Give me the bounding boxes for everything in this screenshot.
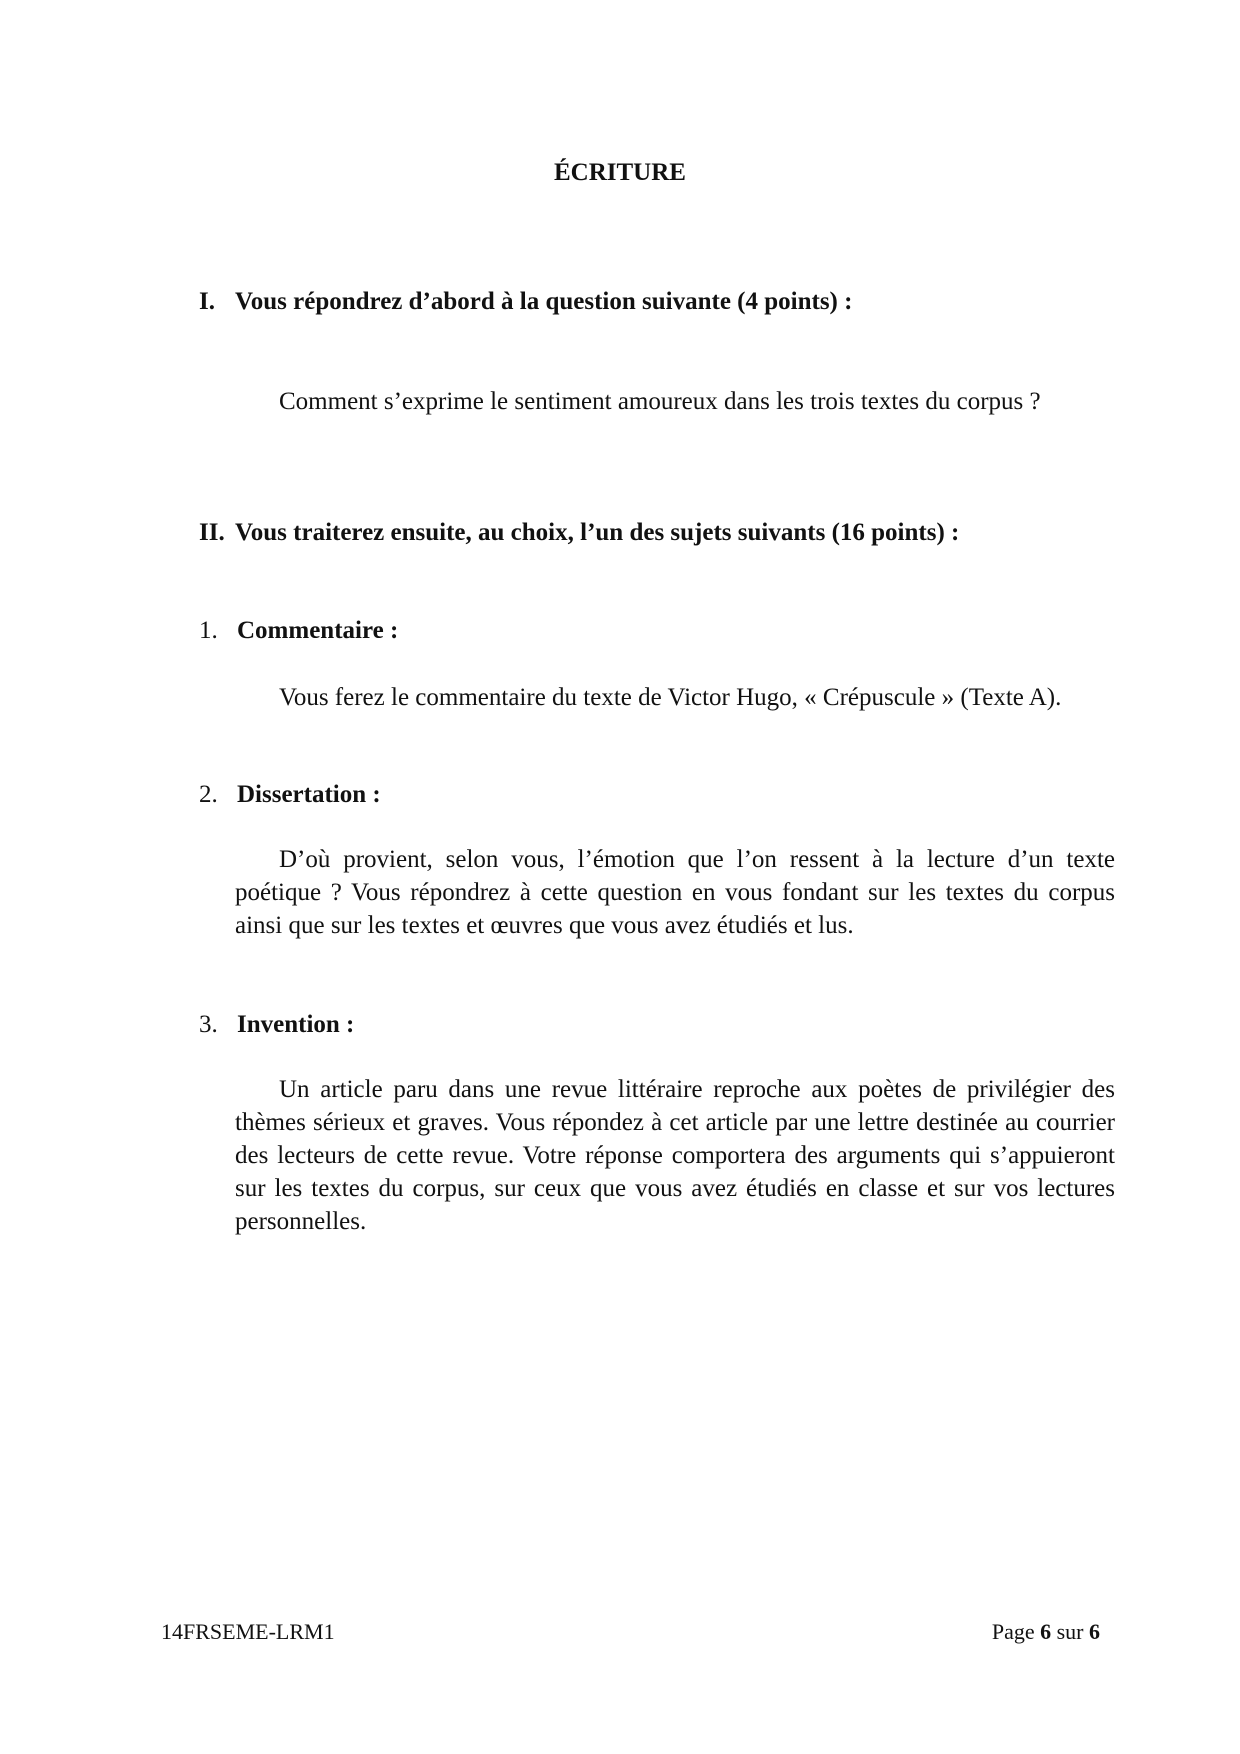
subject-2-text: D’où provient, selon vous, l’émotion que l’on ressent à la lecture d’un texte poétique ? Vous répondrez à cette question en vous fondant sur les textes du corpus ainsi que sur les textes et œuvres que vous avez étudiés et lus. [235, 846, 1115, 939]
subject-1-text: Vous ferez le commentaire du texte de Victor Hugo, « Crépuscule » (Texte A). [279, 684, 1062, 711]
subject-2-heading [199, 780, 381, 810]
section-1-number: I. [199, 288, 215, 315]
subject-3-text: Un article paru dans une revue littéraire reproche aux poètes de privilégier des thèmes sérieux et graves. Vous répondez à cet article par une lettre destinée au courrier des lecteurs de cette revue. Votre réponse comportera des arguments qui s’appuieront sur les textes du corpus, sur ceux que vous avez étudiés en classe et sur vos lectures personnelles. [235, 1076, 1115, 1235]
footer-page-prefix: Page [991, 1619, 1035, 1644]
section-2-title: Vous traiterez ensuite, au choix, l’un des sujets suivants (16 points) : [235, 519, 960, 546]
section-2-number: II. [199, 519, 225, 546]
section-2-heading [199, 518, 959, 548]
footer-document-code: 14FRSEME-LRM1 [161, 1619, 335, 1644]
footer-page-sep: sur [1056, 1619, 1084, 1644]
subject-2-number: 2. [199, 781, 218, 808]
subject-3-number: 3. [199, 1011, 218, 1038]
section-1-question: Comment s’exprime le sentiment amoureux dans les trois textes du corpus ? [279, 388, 1041, 415]
section-1-title: Vous répondrez d’abord à la question suivante (4 points) : [235, 288, 853, 315]
subject-3-heading [199, 1010, 354, 1040]
subject-1-label: Commentaire : [237, 617, 399, 644]
subject-1-heading [199, 616, 398, 646]
page-title: ÉCRITURE [554, 159, 686, 186]
footer-page-current: 6 [1040, 1619, 1052, 1644]
subject-1-number: 1. [199, 617, 218, 644]
footer-page-number [992, 1618, 1100, 1646]
subject-3-label: Invention : [237, 1011, 355, 1038]
footer-page-total: 6 [1089, 1619, 1100, 1644]
subject-2-label: Dissertation : [237, 781, 381, 808]
section-1-heading [199, 287, 852, 317]
